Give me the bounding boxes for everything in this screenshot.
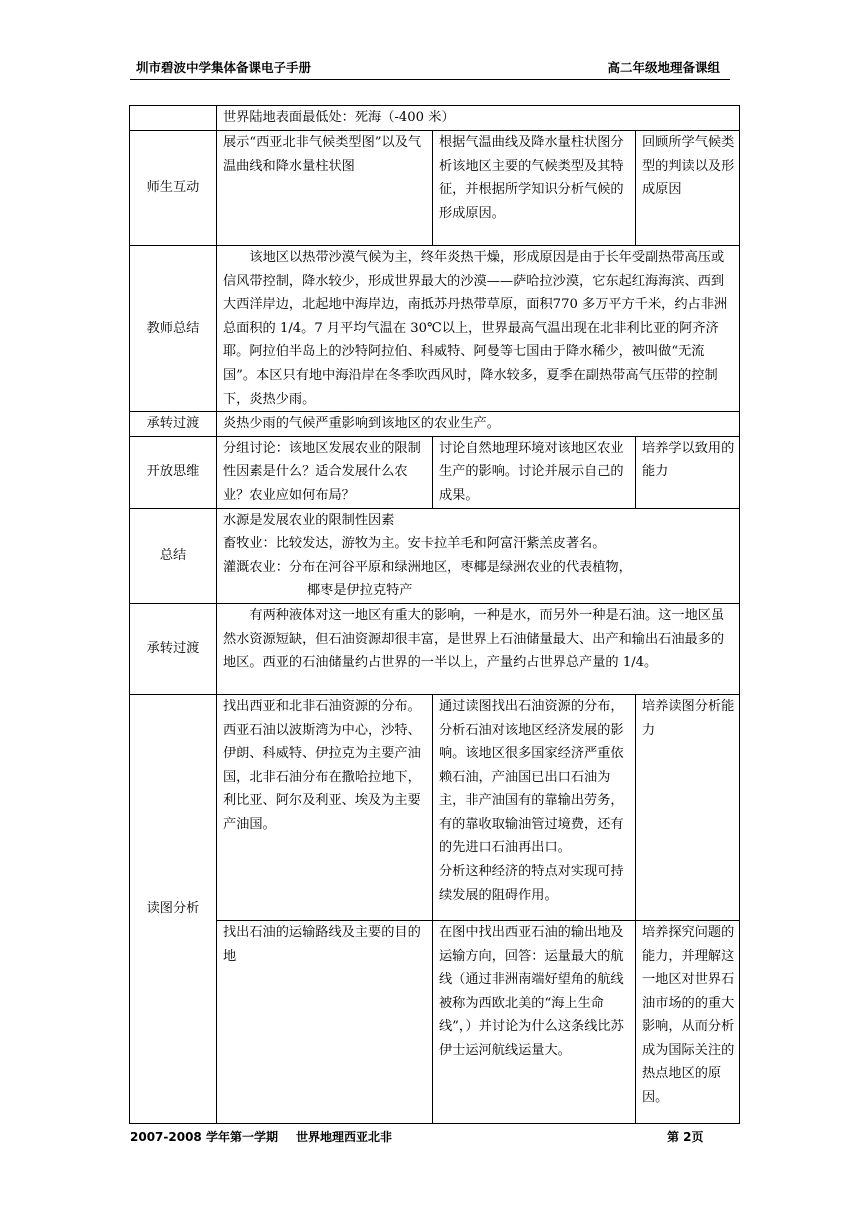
row-map-analysis-a xyxy=(130,694,740,920)
map-analysis-goal-b: 培养探究问题的能力，并理解这一地区对世界石油市场的的重大影响，从而分析成为国际关注的热点地区的原因。 xyxy=(636,920,740,1123)
summary-line-dates: 椰枣是伊拉克特产 xyxy=(307,583,413,599)
header-group-name: 高二年级地理备课组 xyxy=(607,60,720,75)
interaction-label: 师生互动 xyxy=(130,131,217,246)
summary-content xyxy=(217,508,740,603)
row-interaction xyxy=(130,131,740,246)
map-analysis-label: 读图分析 xyxy=(130,694,217,1123)
transition-1-text: 炎热少雨的气候严重影响到该地区的农业生产。 xyxy=(217,412,740,437)
row-teacher-summary xyxy=(130,246,740,412)
row-transition-2 xyxy=(130,603,740,694)
footer-page-number: 第 2页 xyxy=(667,1130,704,1144)
map-analysis-oil-routes: 找出石油的运输路线及主要的目的地 xyxy=(217,920,433,1123)
transition-2-label: 承转过渡 xyxy=(130,603,217,694)
summary-label: 总结 xyxy=(130,508,217,603)
row-lowest-point xyxy=(130,106,740,131)
open-thinking-goal: 培养学以致用的能力 xyxy=(636,436,740,508)
transition-2-text: 有两种液体对这一地区有重大的影响，一种是水，而另外一种是石油。这一地区虽然水资源短缺，但石油资源却很丰富，是世界上石油储量最大、出产和输出石油最多的地区。西亚的石油储量约占世界的一半以上，产量约占世界总产量的 1/4。 xyxy=(217,603,740,694)
summary-line-livestock: 畜牧业：比较发达，游牧为主。安卡拉羊毛和阿富汗紫羔皮著名。 xyxy=(223,536,606,552)
interaction-teacher-activity: 展示“西亚北非气候类型图”以及气温曲线和降水量柱状图 xyxy=(217,131,433,246)
footer-term: 2007-2008 学年第一学期 xyxy=(130,1130,278,1144)
row-open-thinking xyxy=(130,436,740,508)
lesson-table xyxy=(129,105,740,1124)
header-school-title: 圳市碧波中学集体备课电子手册 xyxy=(136,60,312,75)
teacher-summary-text: 该地区以热带沙漠气候为主，终年炎热干燥，形成原因是由于长年受副热带高压或信风带控制，降水较少，形成世界最大的沙漠——萨哈拉沙漠，它东起红海海滨、西到大西洋岸边，北起地中海岸边，南抵苏丹热带草原，面积770 多万平方千米，约占非洲总面积的 1/4。7 月平均气温在 30℃以上，世界最高气温出现在北非利比亚的阿齐济耶。阿拉伯半岛上的沙特阿拉伯、科威特、阿曼等七国由于降水稀少，被叫做“无流国”。本区只有地中海沿岸在冬季吹西风时，降水较多，夏季在副热带高气压带的控制下，炎热少雨。 xyxy=(217,246,740,412)
row-summary xyxy=(130,508,740,603)
summary-line-water: 水源是发展农业的限制性因素 xyxy=(223,512,395,528)
map-analysis-route-discussion: 在图中找出西亚石油的输出地及运输方向，回答：运量最大的航线（通过非洲南端好望角的航线被称为西欧北美的“海上生命线”，）并讨论为什么这条线比苏伊士运河航线运量大。 xyxy=(433,920,636,1123)
transition-1-label: 承转过渡 xyxy=(130,412,217,437)
interaction-goal: 回顾所学气候类型的判读以及形成原因 xyxy=(636,131,740,246)
open-thinking-student-activity: 讨论自然地理环境对该地区农业生产的影响。讨论并展示自己的成果。 xyxy=(433,436,636,508)
map-analysis-oil-economy xyxy=(433,694,636,920)
header-divider xyxy=(130,79,730,80)
oil-sustainability-paragraph: 分析这种经济的特点对实现可持续发展的阻碍作用。 xyxy=(439,864,624,903)
map-analysis-oil-distribution: 找出西亚和北非石油资源的分布。西亚石油以波斯湾为中心，沙特、伊朗、科威特、伊拉克为主要产油国，北非石油分布在撒哈拉地下，利比亚、阿尔及利亚、埃及为主要产油国。 xyxy=(217,694,433,920)
empty-label-cell xyxy=(130,106,217,131)
open-thinking-label: 开放思维 xyxy=(130,436,217,508)
open-thinking-teacher-activity: 分组讨论：该地区发展农业的限制性因素是什么？适合发展什么农业？农业应如何布局？ xyxy=(217,436,433,508)
summary-line-irrigation: 灌溉农业：分布在河谷平原和绿洲地区，枣椰是绿洲农业的代表植物， xyxy=(223,559,632,575)
interaction-student-activity: 根据气温曲线及降水量柱状图分析该地区主要的气候类型及其特征，并根据所学知识分析气候的形成原因。 xyxy=(433,131,636,246)
teacher-summary-label: 教师总结 xyxy=(130,246,217,412)
oil-economy-paragraph: 通过读图找出石油资源的分布，分析石油对该地区经济发展的影响。该地区很多国家经济严重依赖石油，产油国已出口石油为主，非产油国有的靠输出劳务，有的靠收取输油管过境费，还有的先进口石油再出口。 xyxy=(439,698,624,856)
row-transition-1 xyxy=(130,412,740,437)
row-map-analysis-b xyxy=(130,920,740,1123)
footer-topic: 世界地理西亚北非 xyxy=(296,1130,393,1144)
map-analysis-goal-a: 培养读图分析能力 xyxy=(636,694,740,920)
lowest-point-text: 世界陆地表面最低处：死海（-400 米） xyxy=(217,106,740,131)
